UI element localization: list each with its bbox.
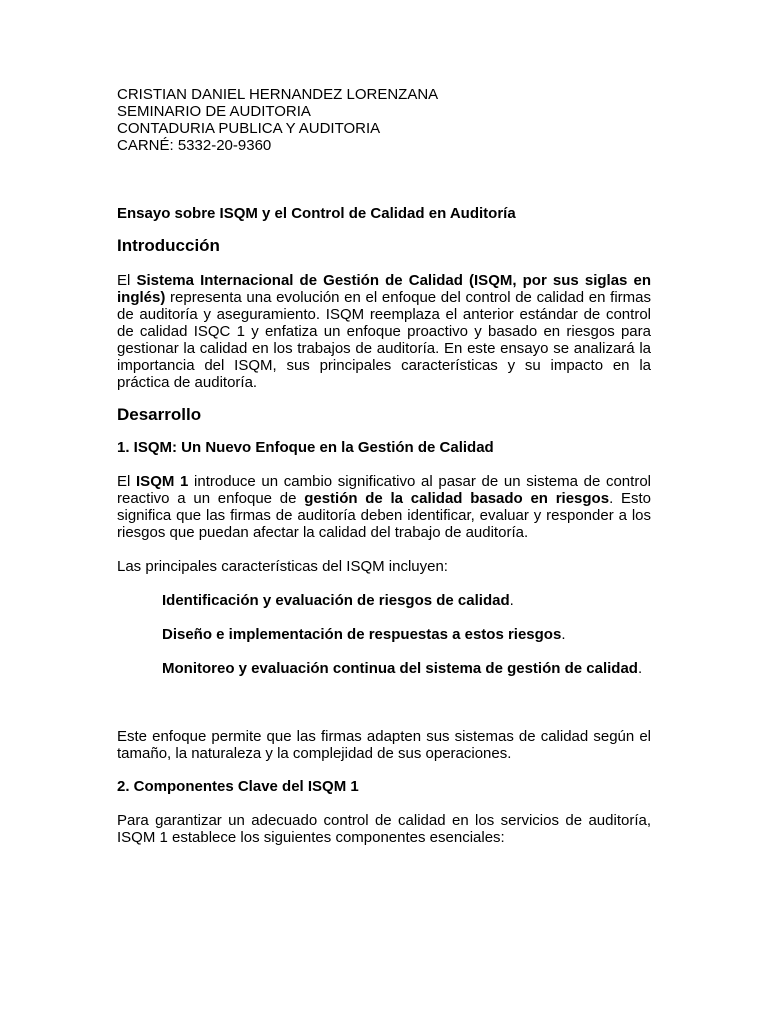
s1-bold-isqm: ISQM 1 bbox=[136, 473, 189, 490]
list-item bbox=[162, 626, 651, 643]
intro-bold-term: Sistema Internacional de Gestión de Calidad (ISQM, por sus siglas en inglés) bbox=[117, 272, 651, 306]
s1-text-end: . Esto significa que las firmas de auditoría deben identificar, evaluar y responder a los riesgos que puedan afectar la calidad del trabajo de auditoría. bbox=[117, 490, 652, 541]
section2-title: 2. Componentes Clave del ISQM 1 bbox=[117, 778, 359, 795]
list-item-tail: . bbox=[561, 626, 566, 643]
course-name: SEMINARIO DE AUDITORIA bbox=[117, 103, 311, 120]
list-item-bold: Diseño e implementación de respuestas a estos riesgos bbox=[162, 626, 562, 643]
development-heading: Desarrollo bbox=[117, 405, 202, 424]
s1-bold-risk: gestión de la calidad basado en riesgos bbox=[304, 490, 610, 507]
student-id: CARNÉ: 5332-20-9360 bbox=[117, 137, 272, 154]
document-page bbox=[117, 86, 651, 846]
intro-text-end: representa una evolución en el enfoque del control de calidad en firmas de auditoría y aseguramiento. ISQM reemplaza el anterior estándar de control de calidad ISQC 1 y enfatiza un enfoque proactivo y basado en riesgos para gestionar la calidad en los trabajos de auditoría. En este ensayo se analizará la importancia del ISQM, sus principales características y su impacto en la práctica de auditoría. bbox=[117, 289, 651, 391]
section1-paragraph2: Las principales características del ISQM incluyen: bbox=[117, 558, 448, 575]
essay-title: Ensayo sobre ISQM y el Control de Calidad en Auditoría bbox=[117, 205, 516, 222]
section1-title: 1. ISQM: Un Nuevo Enfoque en la Gestión de Calidad bbox=[117, 439, 494, 456]
author-name: CRISTIAN DANIEL HERNANDEZ LORENZANA bbox=[117, 86, 439, 103]
list-item-tail: . bbox=[637, 660, 643, 677]
s1-text-mid: introduce un cambio significativo al pasar de un sistema de control reactivo a un enfoque de bbox=[117, 473, 651, 507]
list-item bbox=[162, 660, 651, 677]
list-item-tail: . bbox=[509, 592, 514, 609]
section1-paragraph3: Este enfoque permite que las firmas adapten sus sistemas de calidad según el tamaño, la naturaleza y la complejidad de sus operaciones. bbox=[117, 728, 651, 762]
s1-text-start: El bbox=[117, 473, 137, 490]
program-name: CONTADURIA PUBLICA Y AUDITORIA bbox=[117, 120, 381, 137]
list-item bbox=[162, 592, 651, 609]
intro-paragraph bbox=[117, 272, 651, 391]
author-header bbox=[117, 86, 651, 154]
section1-paragraph1 bbox=[117, 473, 651, 541]
section2-paragraph1: Para garantizar un adecuado control de calidad en los servicios de auditoría, ISQM 1 establece los siguientes componentes esenciales: bbox=[117, 812, 651, 846]
intro-heading: Introducción bbox=[117, 236, 220, 255]
intro-text-start: El bbox=[117, 272, 137, 289]
list-item-bold: Identificación y evaluación de riesgos de calidad bbox=[162, 592, 510, 609]
list-item-bold: Monitoreo y evaluación continua del sistema de gestión de calidad bbox=[162, 660, 638, 677]
